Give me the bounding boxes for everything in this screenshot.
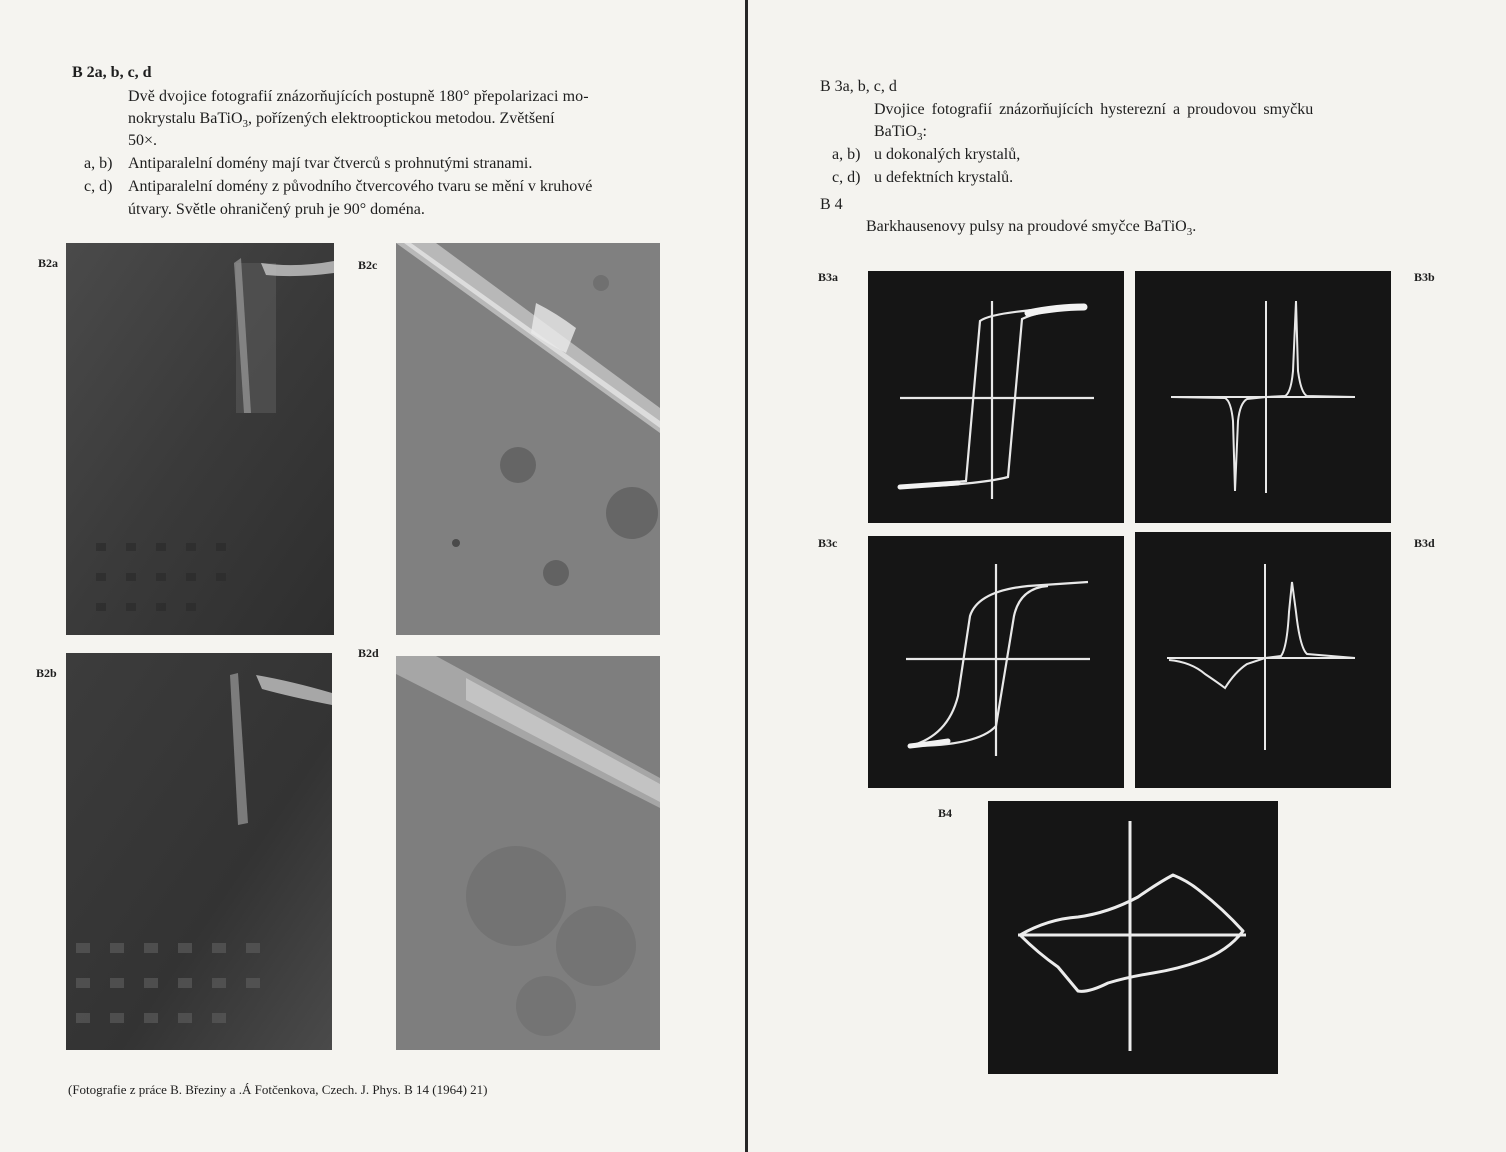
- b4-caption: Barkhausenovy pulsy na proudové smyčce BaTiO$_3$.: [866, 218, 1197, 239]
- label-b2a: B2a: [38, 256, 59, 270]
- left-caption-line-1: Dvě dvojice fotografií znázorňujících postupně 180° přepolarizaci mo-: [128, 88, 589, 105]
- left-caption-line-2: nokrystalu BaTiO$_3$, pořízených elektrooptickou metodou. Zvětšení: [128, 110, 555, 131]
- label-b3b: B3b: [1414, 270, 1435, 284]
- left-item-cd-text-cont: útvary. Světle ohraničený pruh je 90° doména.: [128, 201, 425, 218]
- label-b3c: B3c: [818, 536, 838, 550]
- label-b2d: B2d: [358, 646, 379, 660]
- photo-b2d: [396, 656, 660, 1050]
- left-item-cd-text: Antiparalelní domény z původního čtvercového tvaru se mění v kruhové: [128, 178, 593, 195]
- left-item-ab-text: Antiparalelní domény mají tvar čtverců s prohnutými stranami.: [128, 155, 533, 172]
- right-page: [748, 0, 1506, 1152]
- scope-b3b: [1135, 271, 1391, 523]
- photo-b2b: [66, 653, 332, 1050]
- right-heading: B 3a, b, c, d: [820, 78, 897, 95]
- left-caption-line-3: 50×.: [128, 132, 158, 149]
- photo-b2a: [66, 243, 334, 635]
- scope-b3c: [868, 536, 1124, 788]
- label-b2b: B2b: [36, 666, 57, 680]
- label-b3d: B3d: [1414, 536, 1435, 550]
- left-page: [0, 0, 745, 1152]
- right-item-cd-text: u defektních krystalů.: [874, 169, 1014, 186]
- left-item-cd-key: c, d): [84, 178, 113, 195]
- label-b4: B4: [938, 806, 953, 820]
- right-item-cd-key: c, d): [832, 169, 861, 186]
- label-b2c: B2c: [358, 258, 378, 272]
- left-item-ab-key: a, b): [84, 155, 113, 172]
- scope-b3a: [868, 271, 1124, 523]
- b4-heading: B 4: [820, 196, 843, 213]
- photo-b2c: [396, 243, 660, 635]
- right-caption-line-2: BaTiO$_3$:: [874, 123, 927, 144]
- left-footnote: (Fotografie z práce B. Březiny a .Á Fotčenkova, Czech. J. Phys. B 14 (1964) 21): [68, 1082, 488, 1097]
- left-heading: B 2a, b, c, d: [72, 64, 152, 81]
- right-item-ab-key: a, b): [832, 146, 861, 163]
- scope-b3d: [1135, 532, 1391, 788]
- right-caption-line-1: Dvojice fotografií znázorňujících hysterezní a proudovou smyčku: [874, 101, 1314, 118]
- scope-b4: [988, 801, 1278, 1074]
- right-item-ab-text: u dokonalých krystalů,: [874, 146, 1021, 163]
- label-b3a: B3a: [818, 270, 839, 284]
